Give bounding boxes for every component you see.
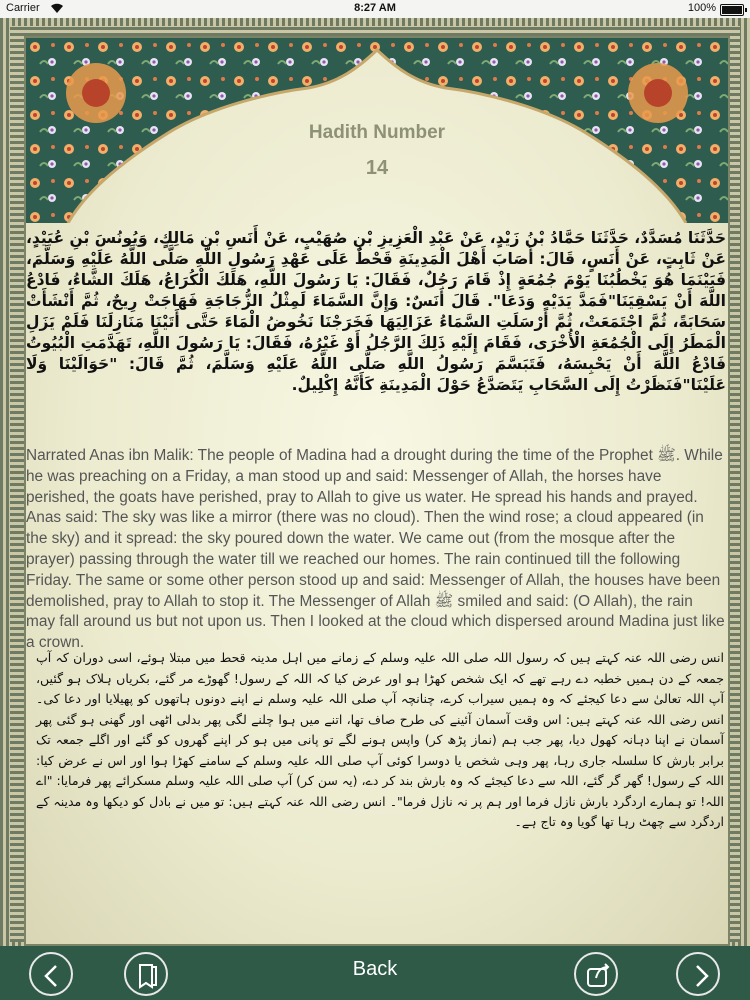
status-bar [0,0,750,18]
chevron-left-icon [31,954,75,998]
hadith-number: 14 [365,157,389,179]
battery-icon [720,4,744,16]
hadith-title: Hadith Number [308,122,446,143]
book-icon [126,954,170,998]
share-button[interactable] [574,952,618,996]
chevron-right-icon [678,954,722,998]
hadith-page [24,36,730,946]
carrier-label: Carrier [6,2,40,14]
english-translation: Narrated Anas ibn Malik: The people of Madina had a drought during the time of the Prophet ﷺ. While he was preaching on a Friday, a man stood up and said: Messenger of Allah, the horses have perished, the goats have perished, pray to Allah to give us water. He spread his hands and prayed. Anas said: The sky was like a mirror (there was no cloud). Then the wind rose; a cloud appeared (in the sky) and it spread: the sky poured down the water. We came out (from the mosque after the prayer) passing through the water till we reached our homes. The rain continued till the following Friday. The same or some other person stood up and said: Messenger of Allah, the houses have been demolished, pray to Allah to stop it. The Messenger of Allah ﷺ smiled and said: (O Allah), the rain may fall around us but not upon us. Then I looked at the cloud which dispersed around Madina just like a crown. [26,447,725,652]
bottom-toolbar [0,946,750,1000]
share-icon [576,954,620,998]
status-time: 8:27 AM [354,2,396,14]
back-button[interactable]: Back [352,958,398,980]
battery-percent: 100% [687,2,716,14]
previous-button[interactable] [29,952,73,996]
next-button[interactable] [676,952,720,996]
urdu-translation: انس رضی اللہ عنہ کہتے ہیں کہ رسول اللہ صلی اللہ علیہ وسلم کے زمانے میں اہل مدینہ قحط میں مبتلا ہوئے، اسی دوران کہ آپ جمعہ کے دن ہمیں خطبہ دے رہے تھے کہ ایک شخص کھڑا ہو اور عرض کیا کہ اللہ کے رسول! گھوڑے مر گئے، بکریاں ہلاک ہو گئیں، آپ اللہ تعالیٰ سے دعا کیجئے کہ وہ ہمیں سیراب کرے، چنانچہ آپ صلی اللہ علیہ وسلم نے اپنے دونوں ہاتھوں کو پھیلایا اور دعا کی۔ انس رضی اللہ عنہ کہتے ہیں: اس وقت آسمان آئینے کی طرح صاف تھا، اتنے میں ہوا چلنے لگی پھر بدلی اٹھی اور گھنی ہو گئی پھر آسمان نے اپنا دہانہ کھول دیا، پھر جب ہم (نماز پڑھ کر) واپس ہونے لگے تو پانی میں ہو کر اپنے گھروں کو گئے اور اگلے جمعہ تک برابر بارش کا سلسلہ جاری رہا، پھر وہی شخص یا دوسرا کوئی آپ صلی اللہ علیہ وسلم کے سامنے کھڑا ہوا اور اس نے عرض کیا: اللہ کے رسول! گھر گر گئے، اللہ سے دعا کیجئے کہ وہ بارش بند کر دے، (یہ سن کر) آپ صلی اللہ علیہ وسلم مسکرائے پھر فرمایا: "اے اللہ! تو ہمارے اردگرد بارش نازل فرما اور ہم پر نہ نازل فرما"۔ انس رضی اللہ عنہ کہتے ہیں: تو میں نے بادل کو دیکھا وہ مدینہ کے اردگرد سے چھٹ رہا تھا گویا وہ تاج ہے۔ [36,650,725,829]
bookmark-button[interactable] [124,952,168,996]
arabic-text: حَدَّثَنَا مُسَدَّدٌ، حَدَّثَنَا حَمَّادُ بْنُ زَيْدٍ، عَنْ عَبْدِ الْعَزِيزِ بْنِ صُهَيْبٍ، عَنْ أَنَسِ بْنِ مَالِكٍ، وَيُونُسَ بْنِ عُبَيْدٍ، عَنْ ثَابِتٍ، عَنْ أَنَسٍ، قَالَ: أَصَابَ أَهْلَ الْمَدِينَةِ قَحْطٌ عَلَى عَهْدِ رَسُولِ اللَّهِ صَلَّى اللَّهُ عَلَيْهِ وَسَلَّمَ، فَبَيْنَمَا هُوَ يَخْطُبُنَا يَوْمَ جُمُعَةٍ إِذْ قَامَ رَجُلٌ، فَقَالَ: يَا رَسُولَ اللَّهِ، هَلَكَ الْكُرَاعُ، هَلَكَ الشَّاءُ، فَادْعُ اللَّهَ أَنْ يَسْقِيَنَا"فَمَدَّ يَدَيْهِ وَدَعَا". قَالَ أَنَسٌ: وَإِنَّ السَّمَاءَ لَمِثْلُ الزُّجَاجَةِ فَهَاجَتْ رِيحٌ، ثُمَّ أَنْشَأَتْ سَحَابَةً، ثُمَّ اجْتَمَعَتْ، ثُمَّ أَرْسَلَتِ السَّمَاءُ عَزَالِيَهَا فَخَرَجْنَا نَخُوضُ الْمَاءَ حَتَّى أَتَيْنَا مَنَازِلَنَا فَلَمْ يَزَلِ الْمَطَرُ إِلَى الْجُمُعَةِ الْأُخْرَى، فَقَامَ إِلَيْهِ ذَلِكَ الرَّجُلُ أَوْ غَيْرُهُ، فَقَالَ: يَا رَسُولَ اللَّهِ، تَهَدَّمَتِ الْبُيُوتُ فَادْعُ اللَّهَ أَنْ يَحْبِسَهُ، فَتَبَسَّمَ رَسُولُ اللَّهِ صَلَّى اللَّهُ عَلَيْهِ وَسَلَّمَ، ثُمَّ قَالَ: "حَوَالَيْنَا وَلَا عَلَيْنَا"فَنَظَرْتُ إِلَى السَّحَابِ يَتَصَدَّعُ حَوْلَ الْمَدِينَةِ كَأَنَّهُ إِكْلِيلٌ. [26,229,726,394]
